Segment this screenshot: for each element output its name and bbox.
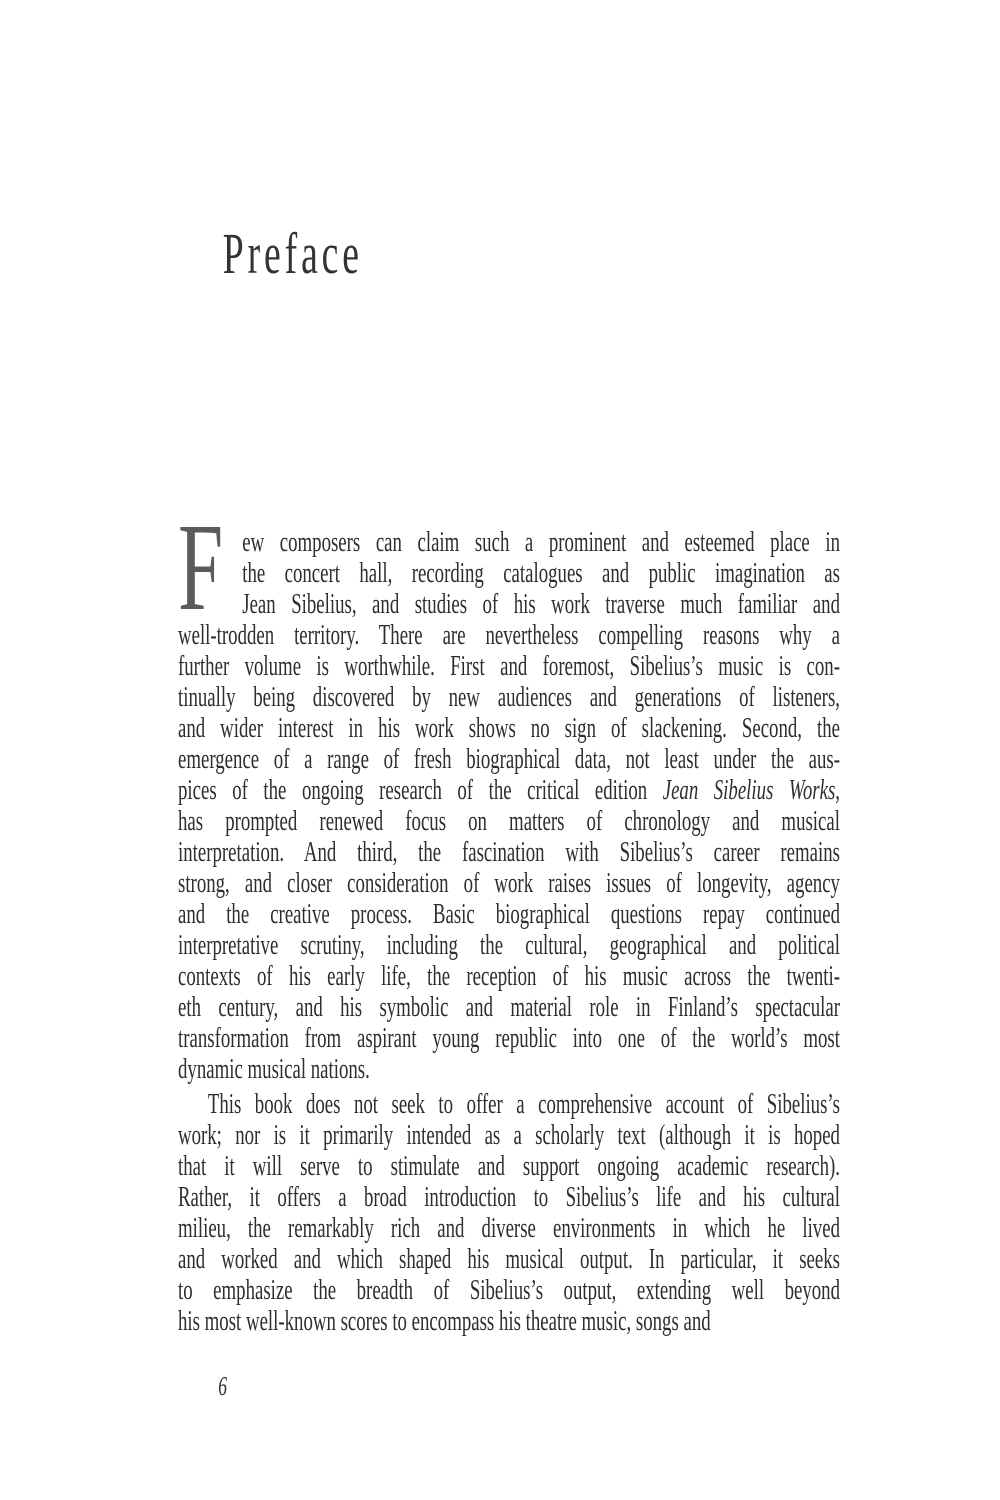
text-run: interpretative scrutiny, including the cultural, geographical and political	[178, 929, 840, 961]
text-run: his most well-known scores to encompass his theatre music, songs and	[178, 1305, 711, 1337]
text-line	[178, 558, 840, 589]
text-line	[178, 899, 840, 930]
text-line	[178, 682, 840, 713]
text-run: strong, and closer consideration of work raises issues of longevity, agency	[178, 867, 840, 899]
text-line	[178, 1244, 840, 1275]
text-line	[178, 589, 840, 620]
text-run: pices of the ongoing research of the critical edition	[178, 774, 663, 806]
text-run: has prompted renewed focus on matters of chronology and musical	[178, 805, 840, 837]
text-run: and wider interest in his work shows no sign of slackening. Second, the	[178, 712, 840, 744]
text-line	[178, 961, 840, 992]
text-line	[178, 837, 840, 868]
text-run: milieu, the remarkably rich and diverse environments in which he lived	[178, 1212, 840, 1244]
page-number: 6	[218, 1371, 227, 1401]
text-run: work; nor is it primarily intended as a scholarly text (although it is hoped	[178, 1119, 840, 1151]
text-run: ,	[835, 774, 840, 806]
text-line	[178, 868, 840, 899]
text-run: to emphasize the breadth of Sibelius’s output, extending well beyond	[178, 1274, 840, 1306]
text-line	[178, 620, 840, 651]
text-run: ew composers can claim such a prominent and esteemed place in	[242, 526, 840, 558]
text-line	[178, 651, 840, 682]
text-line	[178, 775, 840, 806]
text-run: interpretation. And third, the fascination with Sibelius’s career remains	[178, 836, 840, 868]
text-line	[178, 527, 840, 558]
page-title: Preface	[222, 221, 363, 286]
text-line	[178, 1275, 840, 1306]
paragraph	[178, 1089, 840, 1337]
text-run: eth century, and his symbolic and material role in Finland’s spectacular	[178, 991, 840, 1023]
text-run: that it will serve to stimulate and support ongoing academic research).	[178, 1150, 840, 1182]
text-run: This book does not seek to offer a comprehensive account of Sibelius’s	[207, 1088, 840, 1120]
text-run: dynamic musical nations.	[178, 1053, 370, 1085]
text-run: emergence of a range of fresh biographical data, not least under the aus-	[178, 743, 840, 775]
text-line	[178, 1151, 840, 1182]
text-line	[178, 1120, 840, 1151]
text-run: and the creative process. Basic biographical questions repay continued	[178, 898, 840, 930]
paragraph	[178, 499, 840, 1085]
text-line	[178, 992, 840, 1023]
text-line	[178, 930, 840, 961]
text-run: further volume is worthwhile. First and foremost, Sibelius’s music is con-	[178, 650, 840, 682]
drop-cap-letter: F	[178, 499, 224, 637]
text-run: the concert hall, recording catalogues and public imagination as	[242, 557, 840, 589]
text-line	[178, 1089, 840, 1120]
text-run: transformation from aspirant young republic into one of the world’s most	[178, 1022, 840, 1054]
text-run: contexts of his early life, the reception of his music across the twenti-	[178, 960, 840, 992]
text-run: Jean Sibelius, and studies of his work traverse much familiar and	[242, 588, 840, 620]
text-line	[178, 744, 840, 775]
text-run: tinually being discovered by new audiences and generations of listeners,	[178, 681, 840, 713]
text-line	[178, 1023, 840, 1054]
drop-cap	[178, 499, 233, 637]
text-line	[178, 1054, 840, 1085]
body-text	[178, 499, 840, 1337]
text-block	[178, 0, 840, 1402]
text-run: Rather, it offers a broad introduction to Sibelius’s life and his cultural	[178, 1181, 840, 1213]
text-run: well-trodden territory. There are nevertheless compelling reasons why a	[178, 619, 840, 651]
italic-text-run: Jean Sibelius Works	[662, 774, 836, 806]
text-line	[178, 806, 840, 837]
text-run: and worked and which shaped his musical output. In particular, it seeks	[178, 1243, 840, 1275]
text-line	[178, 1213, 840, 1244]
text-line	[178, 1182, 840, 1213]
text-line	[178, 713, 840, 744]
text-line	[178, 1306, 840, 1337]
